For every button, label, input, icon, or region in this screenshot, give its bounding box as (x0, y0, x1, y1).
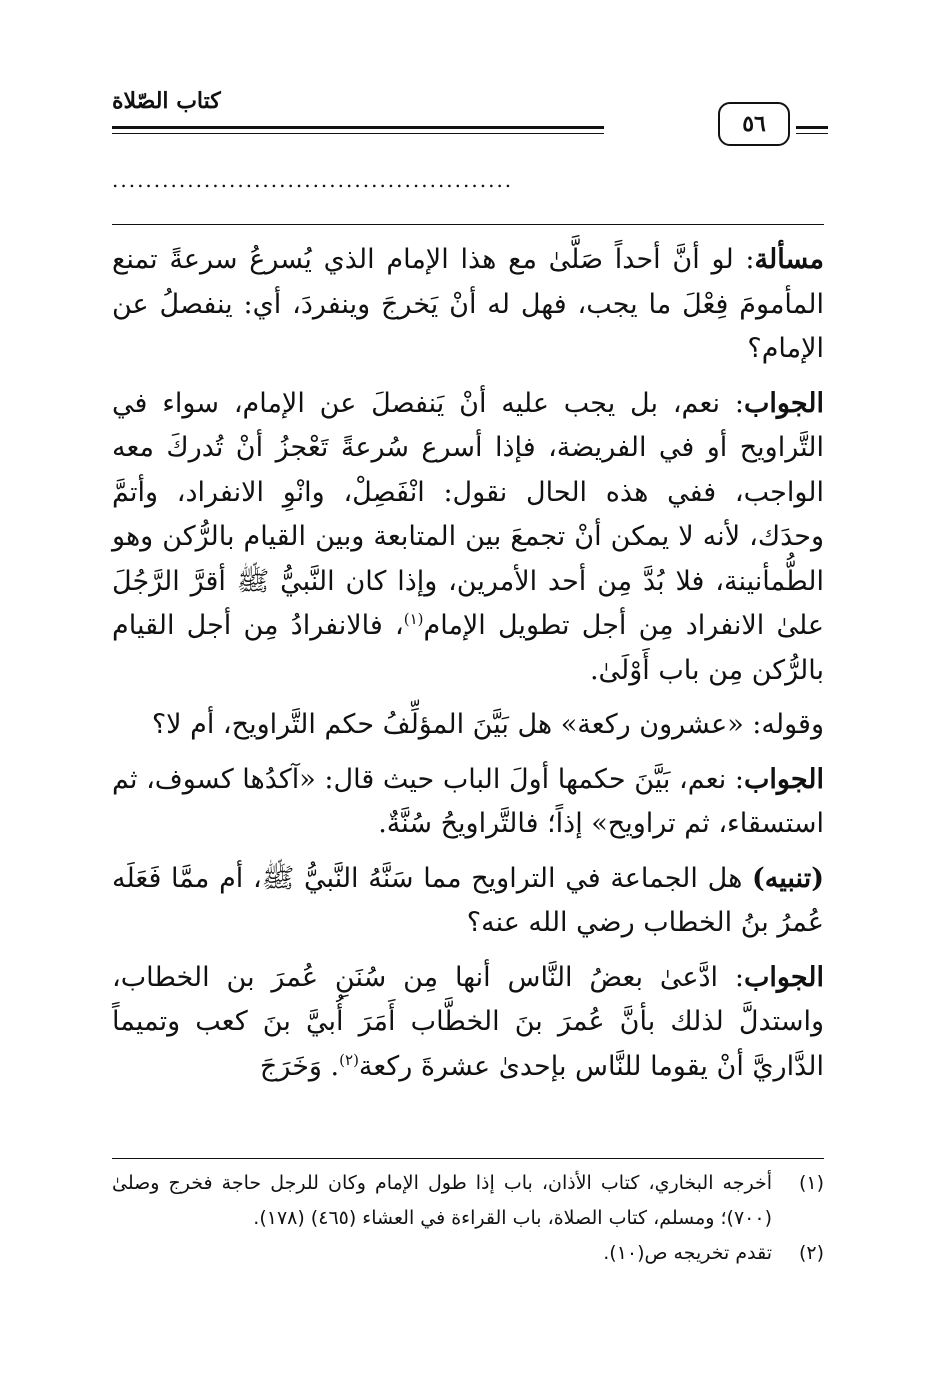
paragraph-text: : نعم، بَيَّنَ حكمها أولَ الباب حيث قال: «آكدُها كسوف، ثم استسقاء، ثم تراويح» إذاً؛ فالتَّراويحُ سُنَّةٌ. (112, 763, 824, 839)
footnote-text: أخرجه البخاري، كتاب الأذان، باب إذا طول الإمام وكان للرجل حاجة فخرج وصلىٰ (٧٠٠)؛ ومسلم، كتاب الصلاة، باب القراءة في العشاء (٤٦٥) (١٧٨). (112, 1172, 772, 1229)
footnote-text: تقدم تخريجه ص(١٠). (603, 1242, 772, 1264)
footnote-number: (٢) (798, 1242, 824, 1264)
paragraph-text: : نعم، بل يجب عليه أنْ يَنفصلَ عن الإمام، سواء في التَّراويح أو في الفريضة، فإذا أسرع سُرعةً تَعْجزُ أنْ تُدركَ معه الواجب، ففي هذه الحال نقول: انْفَصِلْ، وانْوِ الانفراد، وأتمَّ وحدَك، لأنه لا يمكن أنْ تجمعَ بين المتابعة وبين القيام بالرُّكن وهو الطُّمأنينة، فلا بُدَّ مِن أحد الأمرين، وإذا كان النَّبيُّ ﷺ أقرَّ الرَّجُلَ علىٰ الانفراد مِن أجل تطويل الإمام (112, 387, 824, 641)
paragraph-label: الجواب (743, 763, 824, 795)
paragraph-label: الجواب (743, 961, 824, 993)
dotted-separator: ................................................ (112, 168, 514, 192)
footnote-item (112, 1166, 824, 1236)
paragraph-text: هل الجماعة في التراويح مما سَنَّهُ النَّبيُّ ﷺ، أم ممَّا فَعَلَه عُمرُ بنُ الخطاب رضي الله عنه؟ (112, 862, 824, 938)
paragraph-text-after: ، فالانفرادُ مِن أجل القيام بالرُّكن مِن باب أَوْلَىٰ. (112, 610, 824, 686)
page-number: ٥٦ (742, 111, 766, 137)
page-header (112, 88, 828, 148)
paragraph-text: : ادَّعىٰ بعضُ النَّاس أنها مِن سُنَنِ عُمرَ بن الخطاب، واستدلَّ لذلك بأنَّ عُمرَ بنَ الخطَّاب أَمَرَ أُبيَّ بنَ كعب وتميماً الدَّاريَّ أنْ يقوما للنَّاس بإحدىٰ عشرةَ ركعة (112, 961, 824, 1082)
paragraph-note (112, 857, 824, 946)
paragraph-label: مسألة (754, 244, 824, 275)
top-separator-rule (112, 224, 824, 225)
footnote-ref: (١) (403, 610, 424, 628)
paragraph-question-1 (112, 238, 824, 372)
book-title: كتاب الصّلاة (112, 88, 221, 114)
paragraph-text: وقوله: «عشرون ركعة» هل بَيَّنَ المؤلِّفُ حكم التَّراويح، أم لا؟ (151, 709, 824, 740)
header-rule-right (796, 126, 828, 129)
paragraph-answer-1 (112, 382, 824, 694)
footnote-number: (١) (798, 1172, 824, 1194)
footnotes (112, 1166, 824, 1271)
footnote-ref: (٢) (339, 1050, 359, 1069)
header-rule-left (112, 126, 604, 129)
footnote-separator (112, 1158, 824, 1159)
header-rule-left-thin (112, 133, 604, 134)
header-rule-right-thin (796, 133, 828, 134)
paragraph-question-2 (112, 703, 824, 748)
paragraph-answer-3 (112, 956, 824, 1090)
footnote-item (112, 1236, 824, 1271)
paragraph-text: : لو أنَّ أحداً صَلَّىٰ مع هذا الإمام الذي يُسرعُ سرعةً تمنع المأمومَ فِعْلَ ما يجب، فهل له أنْ يَخرجَ وينفردَ، أي: ينفصلُ عن الإمام؟ (112, 244, 824, 364)
paragraph-answer-2 (112, 758, 824, 847)
paragraph-label: الجواب (743, 387, 824, 419)
page-number-box (718, 102, 790, 146)
main-text (112, 238, 824, 1099)
paragraph-label: (تنبيه) (752, 862, 824, 894)
paragraph-text-after: . وَخَرَجَ (259, 1050, 340, 1082)
